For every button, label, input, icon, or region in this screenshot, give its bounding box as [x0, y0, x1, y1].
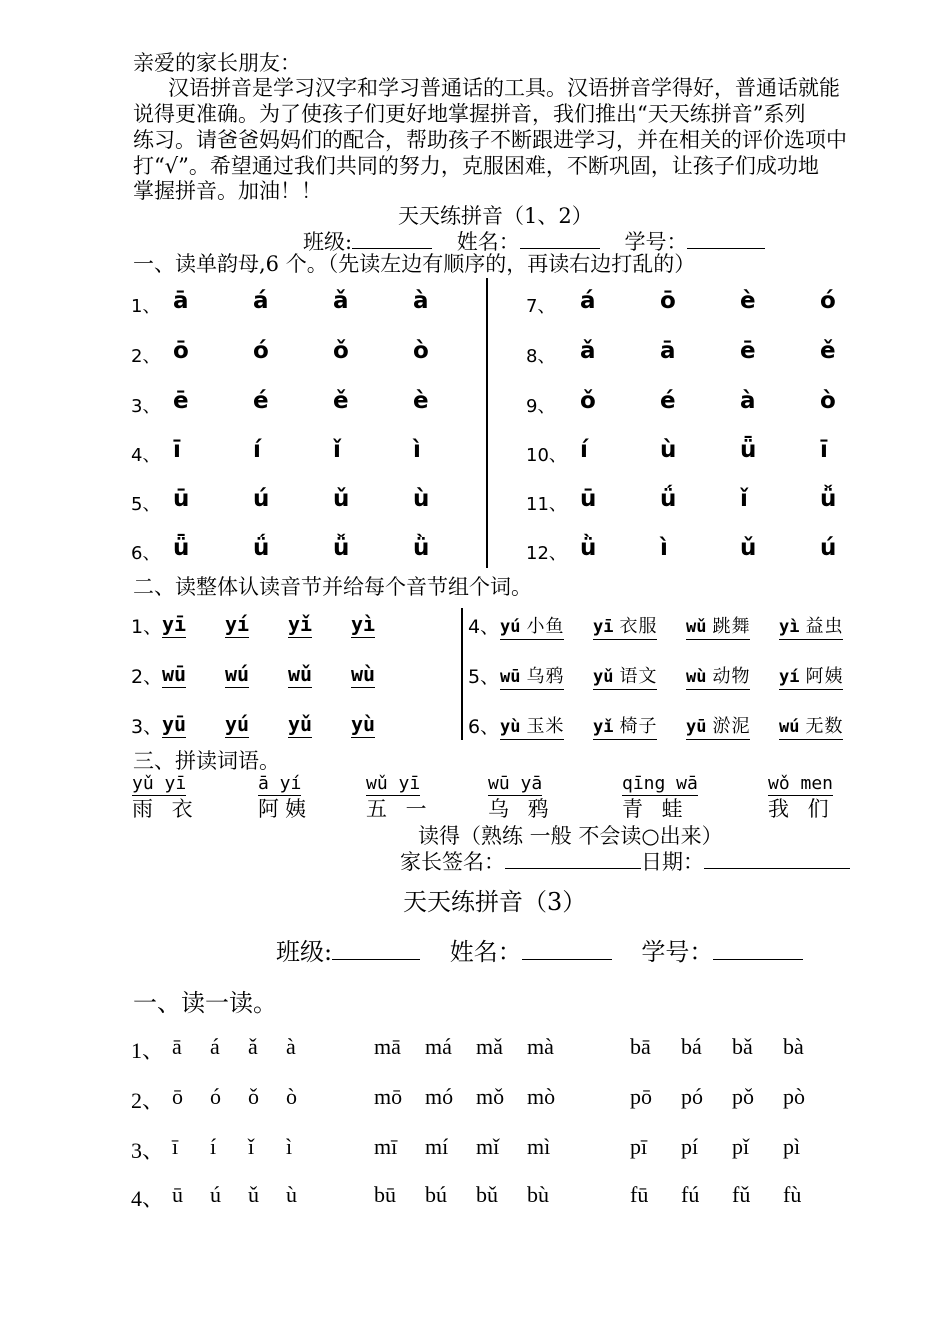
syllable-pinyin: wù [686, 667, 707, 687]
s2-heading: 二、读整体认读音节并给每个音节组个词。 [133, 575, 532, 599]
syllable-word [779, 612, 843, 640]
syllable-pinyin: wǔ [686, 617, 707, 637]
syllable-item: yí [225, 612, 250, 636]
syllable-item: wū [162, 662, 187, 686]
vowel-item: ī [173, 437, 181, 463]
column-divider [486, 278, 488, 568]
syllable-pinyin: yì [779, 617, 800, 637]
syllable-hanzi: 淤泥 [712, 716, 751, 737]
name-field[interactable] [522, 937, 612, 960]
syllable-item: yǐ [288, 612, 313, 636]
syllable-item: mǎ [476, 1034, 503, 1059]
date-label: 日期： [641, 850, 704, 874]
vowel-item: è [740, 288, 756, 314]
vowel-item: í [580, 437, 588, 463]
syllable-item: yǔ [288, 712, 313, 736]
vowel-item: ó [253, 338, 269, 364]
word-pinyin: qīng wā [622, 773, 698, 794]
vowel-item: ō [660, 288, 676, 314]
syllable-item: pī [630, 1134, 648, 1159]
syllable-item: mǐ [476, 1134, 500, 1159]
vowel-item: ǘ [660, 486, 677, 512]
vowel-item: ù [660, 437, 677, 463]
name-label: 姓名： [456, 230, 520, 254]
row-number: 3、 [131, 1138, 165, 1163]
vowel-item: ě [820, 338, 836, 364]
row-number: 4、 [468, 616, 500, 638]
vowel-item: ō [173, 338, 189, 364]
tone-item: á [210, 1034, 220, 1059]
tone-item: ō [172, 1084, 183, 1109]
syllable-item: bá [681, 1034, 702, 1059]
date-field[interactable] [704, 848, 850, 869]
word-hanzi: 雨 衣 [132, 797, 199, 821]
tone-item: ǎ [248, 1034, 258, 1059]
number-label: 学号： [641, 938, 714, 966]
vowel-item: ā [173, 288, 189, 314]
syllable-item: yū [162, 712, 187, 736]
syllable-item: wǔ [288, 662, 313, 686]
word-hanzi: 青 蛙 [622, 797, 689, 821]
syllable-item: fǔ [732, 1182, 751, 1207]
syllable-pinyin: yǐ [593, 717, 614, 737]
syllable-item: pò [783, 1084, 805, 1109]
syllable-item: wú [225, 662, 250, 686]
tone-item: ǔ [248, 1182, 259, 1207]
word-hanzi: 乌 鸦 [488, 797, 555, 821]
syllable-word [500, 662, 564, 690]
tone-item: ī [172, 1134, 179, 1159]
vowel-item: ǚ [333, 535, 350, 561]
row-number: 2、 [131, 1088, 165, 1113]
syllable-pinyin: yú [500, 617, 521, 637]
class-field[interactable] [352, 228, 432, 249]
row-number: 1、 [131, 296, 161, 317]
syllable-item: pǐ [732, 1134, 750, 1159]
word-pinyin: wǔ yī [366, 773, 421, 794]
syllable-item: mò [527, 1084, 556, 1109]
class-label: 班级: [303, 230, 353, 254]
syllable-pinyin: yū [686, 717, 707, 737]
vowel-item: ǖ [173, 535, 190, 561]
syllable-item: yī [162, 612, 187, 636]
number-field[interactable] [713, 937, 803, 960]
syllable-hanzi: 无数 [805, 716, 844, 737]
syllable-pinyin: yī [593, 617, 614, 637]
syllable-hanzi: 玉米 [526, 716, 565, 737]
syllable-item: bǎ [732, 1034, 753, 1059]
vowel-item: ú [820, 535, 837, 561]
syllable-word [686, 662, 750, 690]
syllable-item: yú [225, 712, 250, 736]
vowel-item: ǐ [333, 437, 341, 463]
eval-line: 读得（熟练 一般 不会读○出来） [418, 824, 723, 848]
tone-item: à [286, 1034, 296, 1059]
vowel-item: ǖ [740, 437, 757, 463]
letter-line: 说得更准确。为了使孩子们更好地掌握拼音，我们推出“天天练拼音”系列 [133, 102, 806, 126]
row-number: 8、 [526, 346, 556, 367]
syllable-item: yì [351, 612, 376, 636]
worksheet-3-title: 天天练拼音（3） [403, 888, 587, 916]
row-number: 5、 [468, 666, 500, 688]
class-label: 班级: [276, 938, 333, 966]
letter-line: 掌握拼音。加油！！ [133, 179, 322, 203]
syllable-item: mà [527, 1034, 554, 1059]
syllable-item: má [425, 1034, 452, 1059]
syllable-item: mì [527, 1134, 551, 1159]
vowel-item: ǔ [740, 535, 757, 561]
syllable-item: mā [374, 1034, 401, 1059]
syllable-item: pì [783, 1134, 801, 1159]
vowel-item: ǜ [413, 535, 430, 561]
syllable-item: bà [783, 1034, 804, 1059]
letter-line: 汉语拼音是学习汉字和学习普通话的工具。汉语拼音学得好，普通话就能 [168, 76, 840, 100]
row-number: 1、 [131, 616, 163, 638]
letter-line: 练习。请爸爸妈妈们的配合，帮助孩子不断跟进学习，并在相关的评价选项中 [133, 128, 847, 152]
vowel-item: ò [820, 388, 836, 414]
syllable-item: wù [351, 662, 376, 686]
row-number: 7、 [526, 296, 556, 317]
word-pinyin: yǔ yī [132, 773, 187, 794]
vowel-item: á [580, 288, 596, 314]
vowel-item: ǜ [580, 535, 597, 561]
class-field[interactable] [332, 937, 420, 960]
number-field[interactable] [687, 228, 765, 249]
vowel-item: á [253, 288, 269, 314]
row-number: 11、 [526, 494, 567, 515]
name-field[interactable] [520, 228, 600, 249]
vowel-item: ū [173, 486, 190, 512]
vowel-item: ó [820, 288, 836, 314]
letter-greeting: 亲爱的家长朋友： [133, 51, 301, 75]
vowel-item: í [253, 437, 261, 463]
vowel-item: ú [253, 486, 270, 512]
word-pinyin: wǒ men [768, 773, 834, 794]
syllable-item: fū [630, 1182, 649, 1207]
vowel-item: ò [413, 338, 429, 364]
sign-row [400, 848, 850, 875]
vowel-item: é [253, 388, 269, 414]
vowel-item: à [413, 288, 429, 314]
syllable-word [593, 712, 657, 740]
tone-item: ǒ [248, 1084, 259, 1109]
sign-label: 家长签名： [400, 850, 505, 874]
vowel-item: ǔ [333, 486, 350, 512]
syllable-pinyin: yǔ [593, 667, 614, 687]
row-number: 10、 [526, 445, 567, 466]
syllable-hanzi: 语文 [619, 666, 658, 687]
row-number: 4、 [131, 445, 161, 466]
vowel-item: ǒ [333, 338, 349, 364]
s3-heading: 三、拼读词语。 [133, 749, 280, 773]
name-label: 姓名： [449, 938, 522, 966]
word-hanzi: 我 们 [768, 797, 835, 821]
row-number: 4、 [131, 1186, 165, 1211]
syllable-word [593, 612, 657, 640]
vowel-item: à [740, 388, 756, 414]
vowel-item: ǎ [580, 338, 596, 364]
vowel-item: ū [580, 486, 597, 512]
syllable-hanzi: 阿姨 [805, 666, 844, 687]
syllable-item: bā [630, 1034, 651, 1059]
worksheet-1-title: 天天练拼音（1、2） [398, 204, 593, 228]
row-number: 9、 [526, 396, 556, 417]
row-number: 6、 [131, 543, 161, 564]
syllable-item: yù [351, 712, 376, 736]
row-number: 3、 [131, 396, 161, 417]
syllable-item: mí [425, 1134, 449, 1159]
tone-item: ò [286, 1084, 297, 1109]
vowel-item: ù [413, 486, 430, 512]
syllable-word [686, 612, 750, 640]
vowel-item: ì [660, 535, 668, 561]
word-hanzi: 五 一 [366, 797, 433, 821]
syllable-item: pí [681, 1134, 699, 1159]
syllable-pinyin: yí [779, 667, 800, 687]
row-number: 2、 [131, 666, 163, 688]
syllable-item: mǒ [476, 1084, 505, 1109]
vowel-item: é [660, 388, 676, 414]
row-number: 5、 [131, 494, 161, 515]
syllable-item: mī [374, 1134, 398, 1159]
syllable-hanzi: 乌鸦 [526, 666, 565, 687]
tone-item: ó [210, 1084, 221, 1109]
vowel-item: ē [740, 338, 756, 364]
syllable-word [500, 712, 564, 740]
syllable-item: pō [630, 1084, 652, 1109]
word-pinyin: ā yí [258, 773, 302, 794]
ws2-s1-heading: 一、读一读。 [133, 989, 277, 1017]
tone-item: ù [286, 1182, 297, 1207]
vowel-item: ǘ [253, 535, 270, 561]
vowel-item: ǐ [740, 486, 748, 512]
letter-line: 打“√”。希望通过我们共同的努力，克服困难，不断巩固，让孩子们成功地 [133, 154, 819, 178]
syllable-item: bǔ [476, 1182, 498, 1207]
row-number: 6、 [468, 716, 500, 738]
word-pinyin: wū yā [488, 773, 543, 794]
syllable-hanzi: 跳舞 [712, 616, 751, 637]
syllable-item: pǒ [732, 1084, 754, 1109]
sign-field[interactable] [505, 848, 641, 869]
vowel-item: ì [413, 437, 421, 463]
syllable-item: mō [374, 1084, 403, 1109]
syllable-hanzi: 益虫 [805, 616, 844, 637]
row-number: 3、 [131, 716, 163, 738]
syllable-pinyin: wú [779, 717, 800, 737]
syllable-pinyin: wū [500, 667, 521, 687]
word-hanzi: 阿姨 [258, 797, 312, 821]
row-number: 12、 [526, 543, 567, 564]
tone-item: ǐ [248, 1134, 255, 1159]
syllable-item: bú [425, 1182, 447, 1207]
syllable-word [779, 662, 843, 690]
syllable-word [500, 612, 564, 640]
number-label: 学号： [624, 230, 688, 254]
tone-item: ì [286, 1134, 293, 1159]
vowel-item: ě [333, 388, 349, 414]
column-divider [461, 608, 463, 740]
tone-item: ā [172, 1034, 182, 1059]
syllable-item: bū [374, 1182, 396, 1207]
tone-item: í [210, 1134, 217, 1159]
s1-heading: 一、读单韵母,6 个。（先读左边有顺序的，再读右边打乱的） [133, 252, 696, 276]
vowel-item: ǚ [820, 486, 837, 512]
syllable-item: bù [527, 1182, 549, 1207]
syllable-hanzi: 小鱼 [526, 616, 565, 637]
vowel-item: ē [173, 388, 189, 414]
syllable-pinyin: yù [500, 717, 521, 737]
vowel-item: ī [820, 437, 828, 463]
syllable-word [779, 712, 843, 740]
tone-item: ū [172, 1182, 183, 1207]
syllable-hanzi: 椅子 [619, 716, 658, 737]
syllable-word [593, 662, 657, 690]
syllable-hanzi: 衣服 [619, 616, 658, 637]
row-number: 2、 [131, 346, 161, 367]
vowel-item: ǒ [580, 388, 596, 414]
vowel-item: ǎ [333, 288, 349, 314]
tone-item: ú [210, 1182, 221, 1207]
syllable-word [686, 712, 750, 740]
vowel-item: è [413, 388, 429, 414]
ws2-info-row [276, 932, 803, 967]
syllable-hanzi: 动物 [712, 666, 751, 687]
syllable-item: fú [681, 1182, 700, 1207]
row-number: 1、 [131, 1038, 165, 1063]
vowel-item: ā [660, 338, 676, 364]
syllable-item: pó [681, 1084, 703, 1109]
syllable-item: fù [783, 1182, 802, 1207]
syllable-item: mó [425, 1084, 454, 1109]
